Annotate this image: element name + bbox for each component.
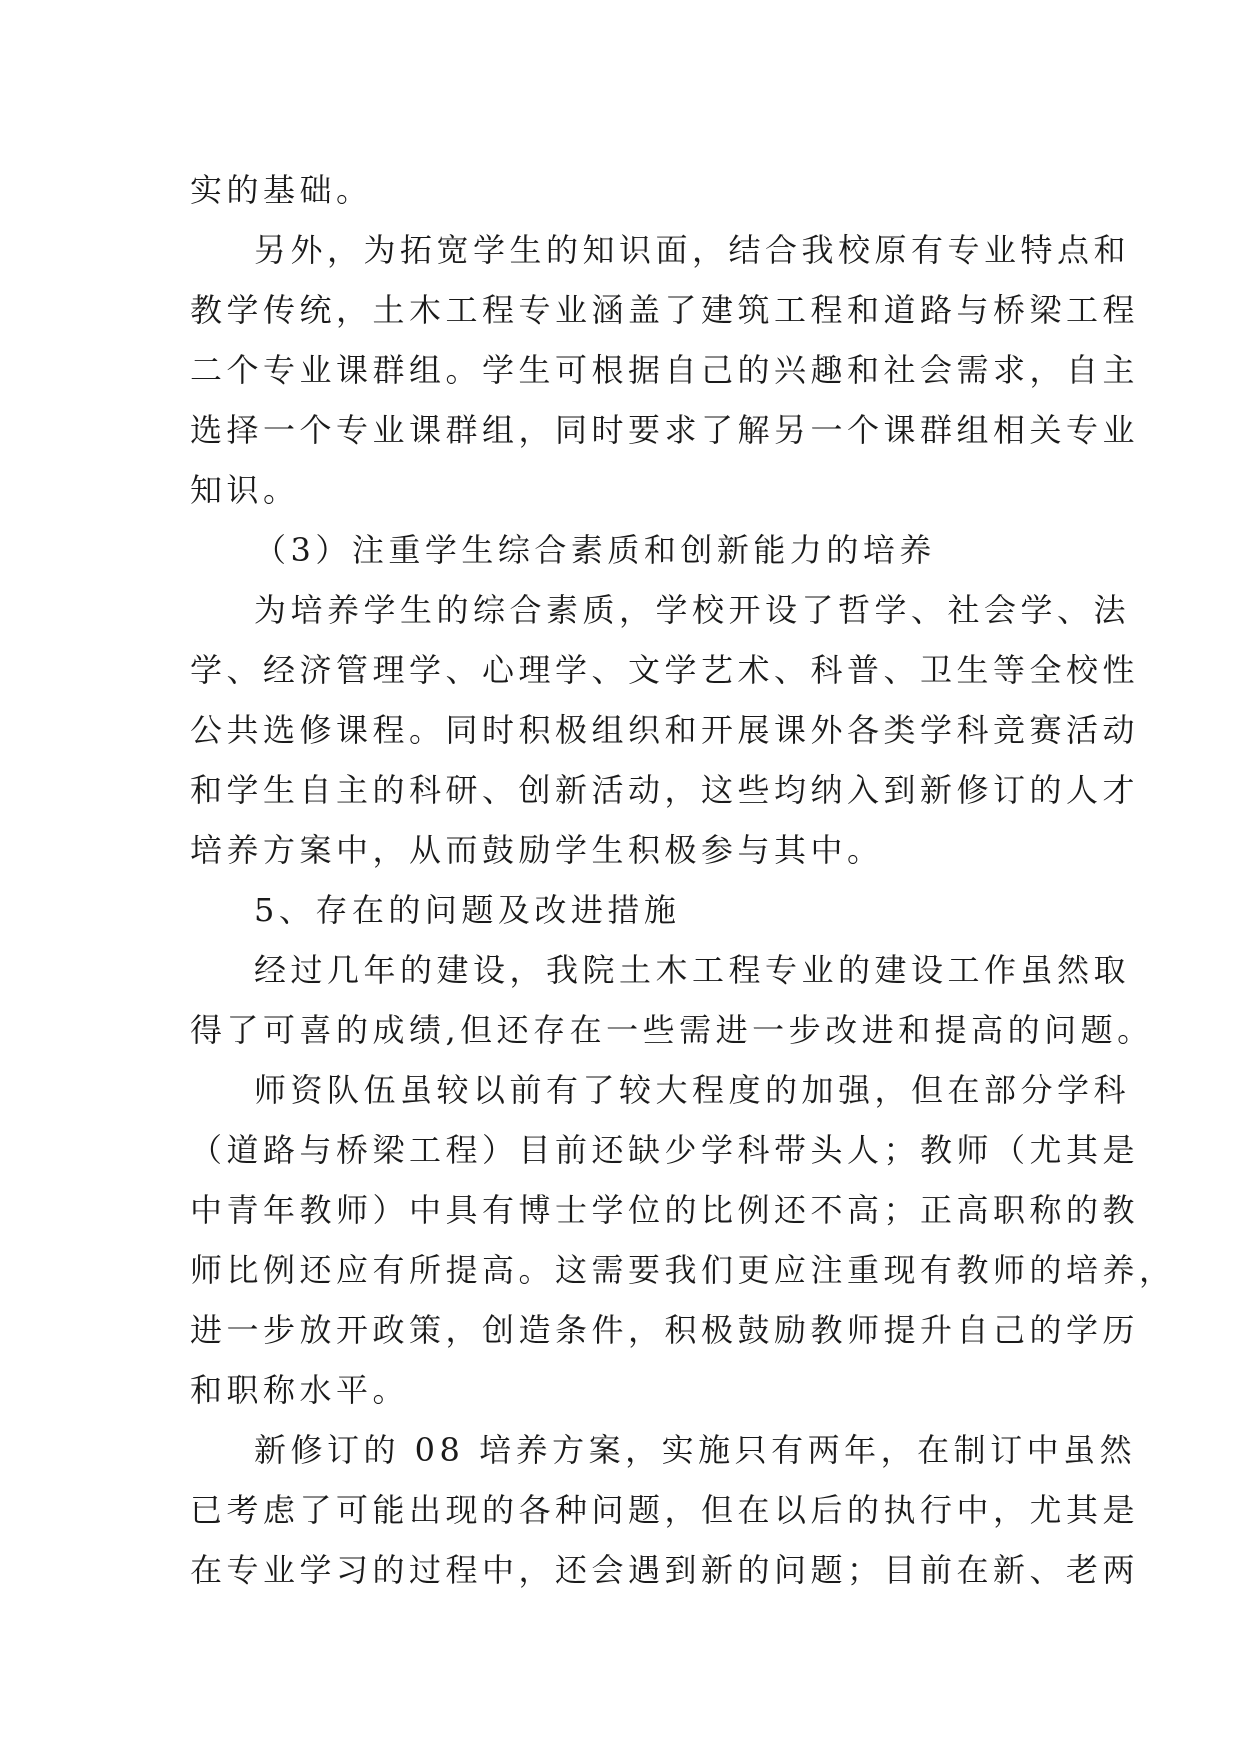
text-line: 培养方案中，从而鼓励学生积极参与其中。 [190,831,884,869]
body-text [190,160,1176,1600]
text-line: 进一步放开政策，创造条件，积极鼓励教师提升自己的学历 [190,1311,1140,1349]
text-line: 实的基础。 [190,171,373,209]
text-line: 在专业学习的过程中，还会遇到新的问题；目前在新、老两 [190,1551,1140,1589]
text-line: （道路与桥梁工程）目前还缺少学科带头人；教师（尤其是 [190,1131,1140,1169]
text-line: 公共选修课程。同时积极组织和开展课外各类学科竞赛活动 [190,711,1140,749]
text-line: 得了可喜的成绩,但还存在一些需进一步改进和提高的问题。 [190,1011,1154,1049]
text-line: 和职称水平。 [190,1371,410,1409]
text-line: 经过几年的建设，我院土木工程专业的建设工作虽然取 [254,951,1131,989]
text-line: 二个专业课群组。学生可根据自己的兴趣和社会需求，自主 [190,351,1140,389]
section-heading: （3）注重学生综合素质和创新能力的培养 [254,531,936,569]
text-line: 中青年教师）中具有博士学位的比例还不高；正高职称的教 [190,1191,1140,1229]
text-line: 另外，为拓宽学生的知识面，结合我校原有专业特点和 [254,231,1131,269]
text-line: 师比例还应有所提高。这需要我们更应注重现有教师的培养， [190,1251,1176,1289]
text-line: 教学传统，土木工程专业涵盖了建筑工程和道路与桥梁工程 [190,291,1140,329]
text-line: 学、经济管理学、心理学、文学艺术、科普、卫生等全校性 [190,651,1140,689]
text-line: 和学生自主的科研、创新活动，这些均纳入到新修订的人才 [190,771,1140,809]
text-line: 新修订的 08 培养方案，实施只有两年，在制订中虽然 [254,1431,1137,1469]
section-heading: 5、存在的问题及改进措施 [254,891,681,929]
text-line: 为培养学生的综合素质，学校开设了哲学、社会学、法 [254,591,1131,629]
text-line: 师资队伍虽较以前有了较大程度的加强，但在部分学科 [254,1071,1131,1109]
text-line: 知识。 [190,471,300,509]
text-line: 选择一个专业课群组，同时要求了解另一个课群组相关专业 [190,411,1140,449]
text-line: 已考虑了可能出现的各种问题，但在以后的执行中，尤其是 [190,1491,1140,1529]
